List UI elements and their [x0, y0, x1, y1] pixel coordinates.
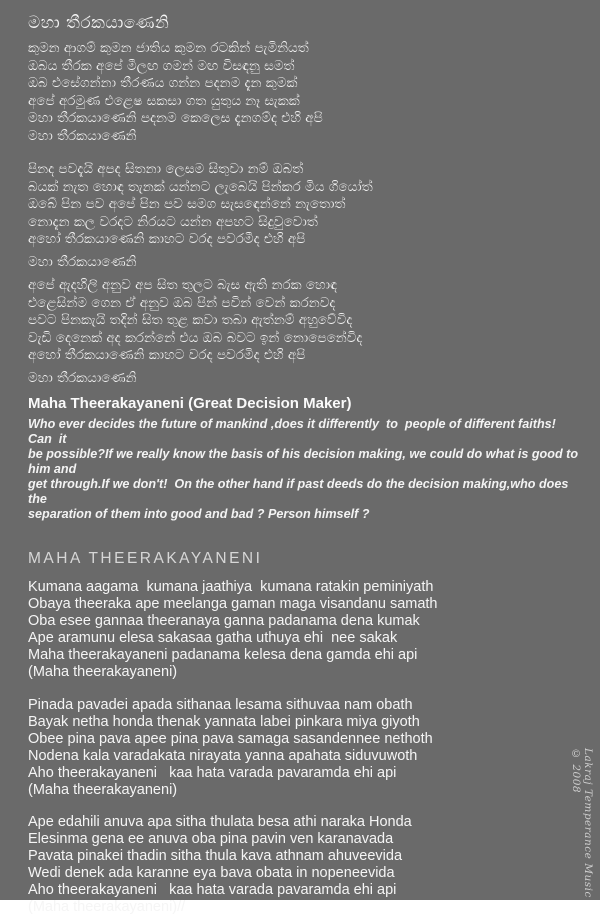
lyric-line: Ape edahili anuva apa sitha thulata besa athi naraka Honda — [28, 814, 412, 830]
lyric-line: Aho theerakayaneni kaa hata varada pavaramda ehi api — [28, 882, 397, 898]
lyric-line: අපේ අරමුණ එළෙෂ සකසා ගත යුතුය නෑ සැකක් — [28, 92, 300, 109]
transliteration-stanza-3 — [28, 814, 582, 916]
song-title-sinhala: මහා තීරකයාණෙනි — [28, 13, 170, 33]
lyric-line: Elesinma gena ee anuva oba pina pavin ven karanavada — [28, 831, 394, 847]
copyright-vertical-text: Lakraj Temperance Music © 2008 — [570, 748, 594, 898]
lyric-line: මහා තීරකයාණෙනි පදනම කෙලෙස දැනගම්ද එහි අපි — [28, 110, 323, 126]
english-description — [28, 417, 586, 522]
lyric-line: පවට පිනකැයි තදින් සිත තුළ කවා තබා ඇත්නම් අහුවේවිද — [28, 312, 353, 328]
lyric-line: Obee pina pava apee pina pava samaga sasandennee nethoth — [28, 731, 433, 747]
refrain-line: මහා තීරකයාණෙනි — [28, 127, 137, 144]
lyric-line: බයක් නැත හොඳ තැනක් යන්නට ලැබෙයි පින්කර මිය ගියෝත් — [28, 178, 373, 195]
transliteration-stanza-2 — [28, 697, 582, 799]
lyric-line: ඔබ එසේගන්නා තීරණය ගන්න පදනම දැන කුමක් — [28, 75, 298, 91]
sinhala-stanza-3 — [28, 277, 582, 387]
lyric-line: අහෝ තීරකයාණෙනි කාහට වරද පවරමීද එහි අපි — [28, 231, 306, 247]
transliteration-stanza-1 — [28, 579, 582, 681]
lyric-line: Obaya theeraka ape meelanga gaman maga visandanu samath — [28, 596, 438, 612]
transliteration-heading: MAHA THEERAKAYANENI — [28, 550, 263, 567]
refrain-line: මහා තීරකයාණෙනි — [28, 253, 137, 270]
lyric-line: අපේ ඇදහිලි අනුව අප සිත තුලට බැස ඇති නරක හොඳ — [28, 277, 338, 293]
english-title: Maha Theerakayaneni (Great Decision Maker) — [28, 395, 352, 412]
sinhala-stanza-2 — [28, 161, 582, 271]
lyric-line: Kumana aagama kumana jaathiya kumana ratakin peminiyath — [28, 579, 434, 595]
lyric-line: නොදැන කල වරදට නිරයට යන්න අපහට සිදුවුවොත් — [28, 213, 318, 230]
lyric-line: Ape aramunu elesa sakasaa gatha uthuya ehi nee sakak — [28, 630, 398, 646]
lyric-line: Nodena kala varadakata nirayata yanna apahata siduvuwoth — [28, 748, 418, 764]
description-line: get through.If we don't! On the other hand if past deeds do the decision making,who does the — [28, 477, 572, 506]
refrain-line: (Maha theerakayaneni) — [28, 782, 178, 798]
refrain-line: මහා තීරකයාණෙනි — [28, 369, 137, 386]
lyric-line: ඔබේ පින පව අපේ පින පව සමග සැසඳෙන්නේ නැතොත් — [28, 196, 346, 212]
lyric-line: Aho theerakayaneni kaa hata varada pavaramda ehi api — [28, 765, 397, 781]
lyric-line: Pinada pavadei apada sithanaa lesama sithuvaa nam obath — [28, 697, 413, 713]
lyric-line: Wedi denek ada karanne eya bava obata in nopeneevida — [28, 865, 395, 881]
description-line: separation of them into good and bad ? Person himself ? — [28, 507, 370, 521]
lyric-line: Pavata pinakei thadin sitha thula kava athnam ahuveevida — [28, 848, 403, 864]
lyric-line: Maha theerakayaneni padanama kelesa dena gamda ehi api — [28, 647, 418, 663]
lyric-line: පිනද පවදැයි අපද සිතනා ලෙසම සිතුවා නම් ඔබත් — [28, 161, 304, 177]
sinhala-stanza-1 — [28, 40, 582, 145]
lyric-line: Oba esee gannaa theeranaya ganna padanama dena kumak — [28, 613, 420, 629]
refrain-line: (Maha theerakayaneni)// — [28, 899, 186, 915]
description-line: Who ever decides the future of mankind ,does it differently to people of different faiths! Can it — [28, 417, 560, 446]
lyric-line: කුමන ආගම් කුමන ජාතිය කුමන රටකින් පැමිනියත් — [28, 40, 309, 56]
lyric-line: අහෝ තීරකයාණෙනි කාහට වරද පවරමිද එහි අපි — [28, 347, 306, 363]
description-line: be possible?If we really know the basis of his decision making, we could do what is good to him and — [28, 447, 586, 476]
refrain-line: (Maha theerakayaneni) — [28, 664, 178, 680]
lyric-line: එළෙසින්ම ගෙන ඒ අනුව ඔබ පින් පවින් වෙන් කරනවද — [28, 294, 336, 311]
lyric-line: ඔබය තීරක අපේ මීලඟ ගමන් මඟ විසඳනු සමත් — [28, 57, 295, 74]
lyric-line: Bayak netha honda thenak yannata labei pinkara miya giyoth — [28, 714, 420, 730]
lyric-line: වැඩි දෙනෙක් අද කරන්නේ එය ඔබ බවට ඉන් නොපෙනේවිද — [28, 329, 363, 346]
